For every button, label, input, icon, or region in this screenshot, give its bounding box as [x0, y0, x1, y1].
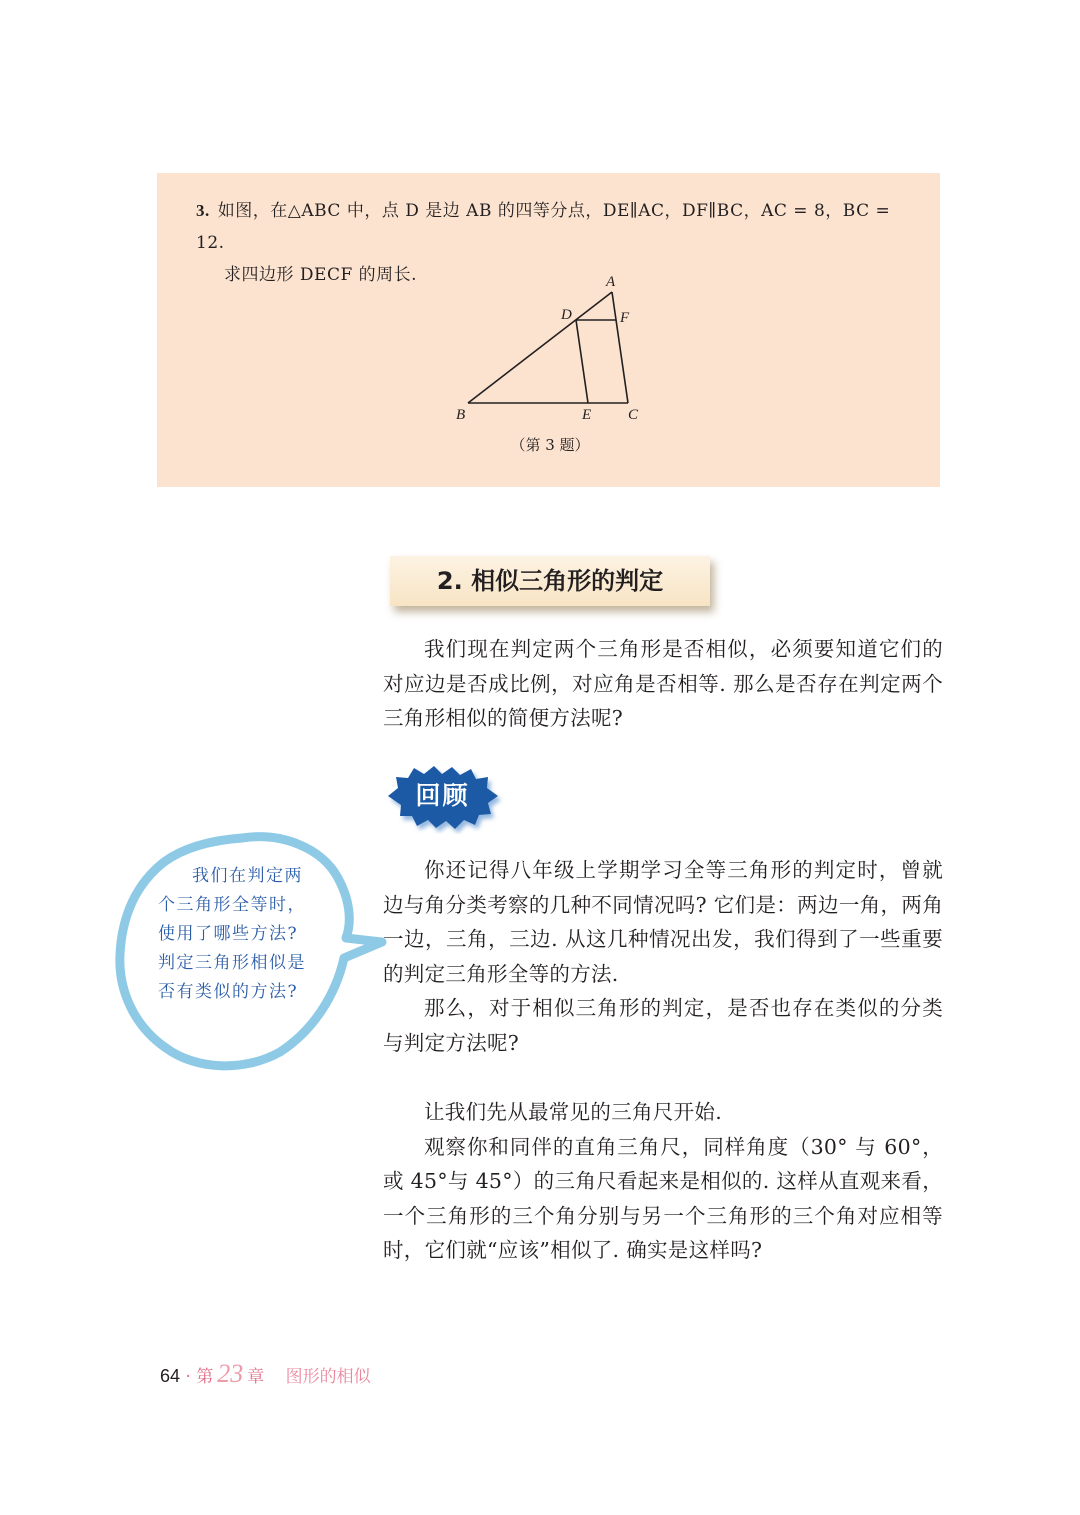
intro-text: 我们现在判定两个三角形是否相似，必须要知道它们的对应边是否成比例，对应角是否相等. 那么是否存在判定两个三角形相似的简便方法呢?: [383, 637, 943, 730]
exercise-number: 3.: [196, 201, 210, 220]
label-d: D: [561, 307, 572, 323]
chapter-number: 23: [217, 1359, 244, 1388]
review-paragraph-1: 你还记得八年级上学期学习全等三角形的判定时，曾就边与角分类考察的几种不同情况吗? 它们是：两边一角，两角一边，三角，三边. 从这几种情况出发，我们得到了一些重要的判定三角形全等的方法.: [383, 858, 943, 986]
label-c: C: [628, 407, 639, 423]
page-number: 64: [160, 1366, 181, 1386]
side-ab: [468, 292, 612, 403]
triangle-figure: [440, 268, 660, 433]
page-footer: [160, 1358, 371, 1390]
chapter-suffix: 章: [247, 1367, 265, 1387]
segment-de: [576, 320, 588, 403]
side-ac: [612, 292, 628, 403]
body-paragraph-2: 观察你和同伴的直角三角尺，同样角度（30° 与 60°，或 45°与 45°）的三角尺看起来是相似的. 这样从直观来看，一个三角形的三个角分别与另一个三角形的三个角对应相等时，它们就“应该”相似了. 确实是这样吗?: [383, 1134, 943, 1262]
review-paragraphs: [383, 853, 943, 1060]
chapter-title: 图形的相似: [285, 1367, 371, 1387]
bubble-question: 我们在判定两个三角形全等时，使用了哪些方法? 判定三角形相似是否有类似的方法?: [158, 866, 306, 1002]
label-b: B: [456, 407, 466, 423]
figure-caption: （第 3 题）: [510, 436, 590, 454]
label-e: E: [582, 407, 592, 423]
footer-separator: ·: [185, 1367, 191, 1387]
chapter-prefix: 第: [196, 1367, 214, 1387]
exercise-statement: 如图，在△ABC 中，点 D 是边 AB 的四等分点，DE∥AC，DF∥BC，AC = 8，BC = 12.: [196, 201, 891, 253]
exercise-line-2: 求四边形 DECF 的周长.: [224, 265, 418, 285]
label-f: F: [620, 310, 630, 326]
intro-paragraph: [383, 632, 943, 736]
bubble-text: [158, 862, 306, 1007]
body-paragraph-1: 让我们先从最常见的三角尺开始.: [424, 1100, 723, 1124]
section-title: 2. 相似三角形的判定: [390, 556, 710, 606]
exercise-line-1: [196, 195, 916, 259]
body-paragraphs: [383, 1095, 943, 1268]
review-paragraph-2: 那么，对于相似三角形的判定，是否也存在类似的分类与判定方法呢?: [383, 996, 943, 1055]
label-a: A: [606, 274, 616, 290]
review-label: 回顾: [415, 781, 470, 810]
